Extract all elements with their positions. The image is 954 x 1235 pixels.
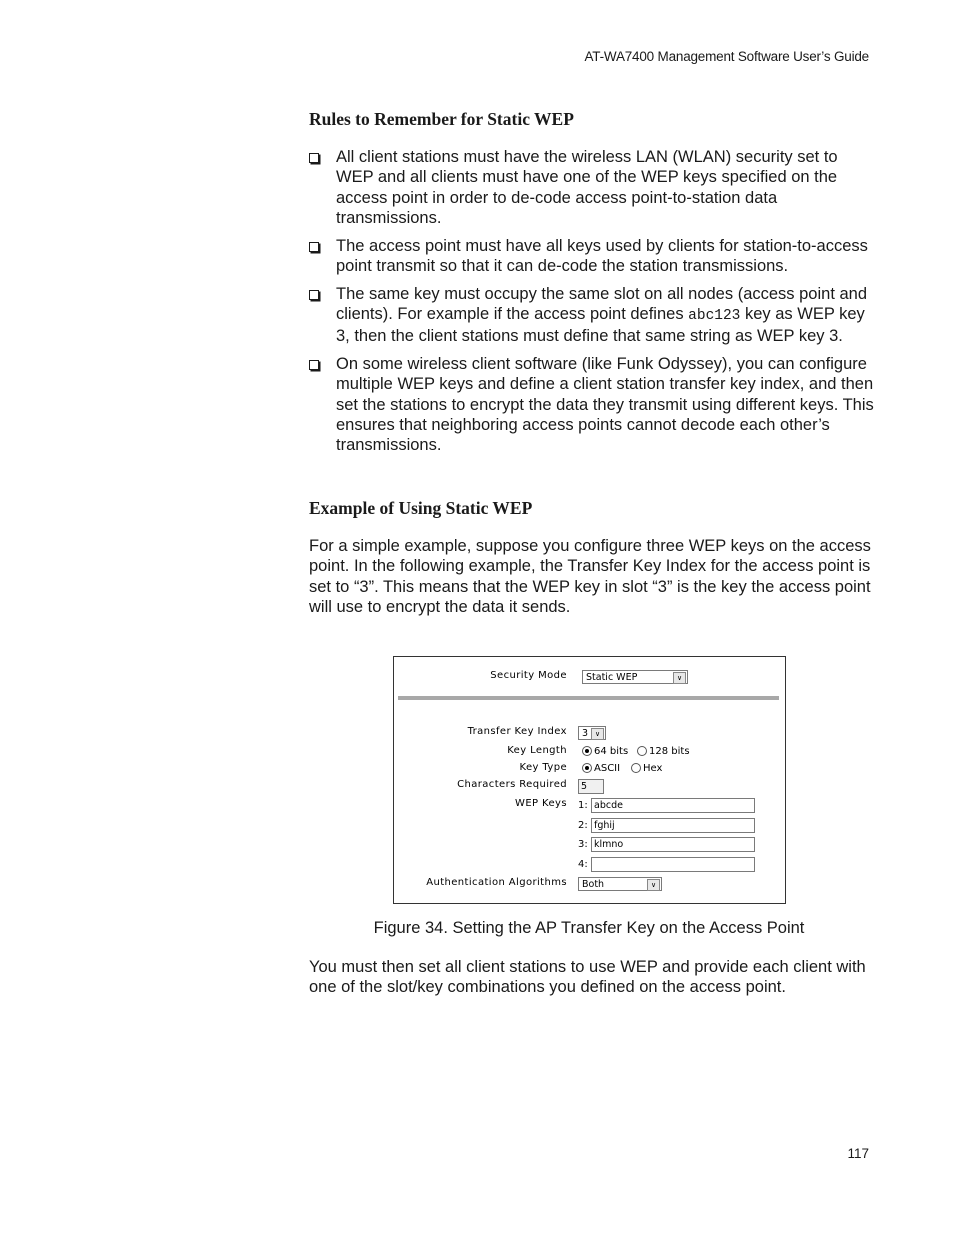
- closing-paragraph: You must then set all client stations to use WEP and provide each client with one of the slot/key combinations you defined on the access point.: [309, 958, 866, 997]
- radio-unselected-icon: [637, 746, 647, 756]
- list-item: [309, 284, 879, 347]
- running-header: AT-WA7400 Management Software User’s Guide: [584, 49, 869, 64]
- checkbox-bullet-icon: [309, 290, 319, 300]
- bullet-text-post: key as WEP key 3, then the client stations must define that same string as WEP key 3.: [336, 305, 865, 346]
- wep-key-index-3: 3:: [578, 839, 588, 850]
- wep-key-index-1: 1:: [578, 800, 588, 811]
- transfer-key-index-label: Transfer Key Index: [467, 726, 567, 737]
- security-mode-value: Static WEP: [586, 672, 638, 683]
- bullet-text: All client stations must have the wireless LAN (WLAN) security set to WEP and all clients must have one of the WEP keys specified on the access point in order to de-code access point-to-station data transmissions.: [336, 148, 838, 227]
- radio-label: Hex: [643, 763, 663, 774]
- inline-code: abc123: [688, 308, 741, 325]
- chevron-down-icon: ∨: [591, 728, 604, 740]
- checkbox-bullet-icon: [309, 153, 319, 163]
- example-paragraph: For a simple example, suppose you configure three WEP keys on the access point. In the following example, the Transfer Key Index for the access point is set to “3”. This means that the WEP key in slot “3” is the key the access point will use to encrypt the data it sends.: [309, 537, 871, 616]
- page-number: 117: [847, 1146, 869, 1161]
- key-type-label: Key Type: [519, 762, 567, 773]
- radio-unselected-icon: [631, 763, 641, 773]
- key-length-label: Key Length: [507, 745, 567, 756]
- authentication-algorithms-label: Authentication Algorithms: [426, 877, 567, 888]
- list-item: [309, 236, 879, 277]
- chevron-down-icon: ∨: [673, 672, 686, 684]
- checkbox-bullet-icon: [309, 242, 319, 252]
- characters-required-label: Characters Required: [457, 779, 567, 790]
- characters-required-field: 5: [578, 779, 604, 794]
- radio-selected-icon: [582, 746, 592, 756]
- section-heading-example: Example of Using Static WEP: [309, 498, 533, 518]
- radio-label: ASCII: [594, 763, 621, 774]
- wep-key-index-4: 4:: [578, 859, 588, 870]
- section-divider: [398, 696, 779, 700]
- transfer-key-index-select[interactable]: [578, 726, 606, 740]
- key-type-ascii-option[interactable]: [582, 763, 620, 774]
- wep-key-3-input[interactable]: klmno: [591, 837, 755, 852]
- figure-security-settings: [393, 656, 786, 904]
- authentication-algorithms-select[interactable]: [578, 877, 662, 891]
- wep-keys-label: WEP Keys: [515, 798, 567, 809]
- radio-label: 128 bits: [649, 746, 690, 757]
- security-mode-label: Security Mode: [490, 670, 567, 681]
- bullet-text: The access point must have all keys used by clients for station-to-access point transmit so that it can de-code the station transmissions.: [336, 236, 868, 275]
- wep-key-index-2: 2:: [578, 820, 588, 831]
- transfer-key-index-value: 3: [582, 728, 589, 739]
- list-item: [309, 147, 879, 228]
- key-length-128-option[interactable]: [637, 746, 690, 757]
- section-heading-rules: Rules to Remember for Static WEP: [309, 109, 574, 129]
- key-length-64-option[interactable]: [582, 746, 628, 757]
- security-mode-select[interactable]: [582, 670, 688, 684]
- radio-selected-icon: [582, 763, 592, 773]
- key-type-hex-option[interactable]: [631, 763, 662, 774]
- checkbox-bullet-icon: [309, 360, 319, 370]
- figure-caption: Figure 34. Setting the AP Transfer Key on the Access Point: [373, 919, 805, 937]
- radio-label: 64 bits: [594, 746, 629, 757]
- wep-key-2-input[interactable]: fghij: [591, 818, 755, 833]
- bullet-text: On some wireless client software (like Funk Odyssey), you can configure multiple WEP keys and define a client station transfer key index, and then set the stations to encrypt the data they transmit using different keys. This ensures that neighboring access points cannot decode each other’s transmissions.: [336, 355, 874, 455]
- chevron-down-icon: ∨: [647, 879, 660, 891]
- bullet-text-pre: The same key must occupy the same slot on all nodes (access point and clients). For example if the access point defines: [336, 284, 868, 324]
- rules-bullet-list: [309, 147, 879, 463]
- authentication-algorithms-value: Both: [582, 879, 605, 890]
- wep-key-1-input[interactable]: abcde: [591, 798, 755, 813]
- wep-key-4-input[interactable]: [591, 857, 755, 872]
- list-item: [309, 354, 879, 455]
